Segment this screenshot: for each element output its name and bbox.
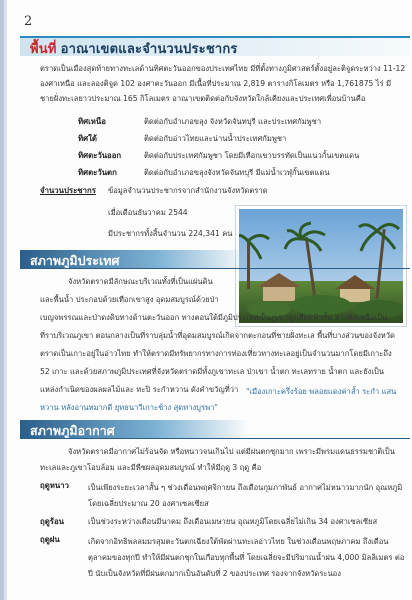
terrain-line-1: จังหวัดตราดมีลักษณะบริเวณทั้งที่เป็นแผ่นดิน (68, 277, 213, 286)
section-title-accent: พื้นที่ (30, 42, 57, 57)
population-label: จำนวนประชากร (40, 186, 96, 195)
terrain-line-4: ที่ราบริเวณภูเขา ตอนกลางเป็นที่ราบลุ่มน้ำที่อุดมสมบูรณ์เกิดจากตะกอนที่ชายฝั่งทะเล พื้นที่บางส่วนของจังหวัด (40, 331, 395, 340)
page-number: 2 (24, 14, 33, 29)
season-text-winter: เป็นเพียงระยะเวลาสั้น ๆ ช่วงเดือนพฤศจิกายน ถึงเดือนกุมภาพันธ์ อากาศไม่หนาวมากนัก อุณหภูมิโดยเฉลี่ยประมาณ 20 องศาเซลเซียส (88, 483, 403, 508)
border-text-north: ติดต่อกับอำเภอขลุง จังหวัดจันทบุรี และประเทศกัมพูชา (144, 117, 322, 126)
border-text-west: ติดต่อกับอำเภอขลุงจังหวัดจันทบุรี มีแม่น้ำเวฬุกั้นเขตแดน (144, 168, 330, 177)
section-bar-climate (20, 420, 250, 438)
border-text-south: ติดต่อกับอ่าวไทยและน่านน้ำประเทศกัมพูชา (144, 134, 287, 143)
palm-beach-illustration (239, 209, 403, 323)
season-label-winter: ฤดูหนาว (40, 481, 70, 490)
intro-paragraph: ตราดเป็นเมืองสุดท้ายทางทะเลด้านทิศตะวันออกของประเทศไทย มีที่ตั้งทางภูมิศาสตร์ตั้งอยู่ละติจูดระหว่าง 11-12 องศาเหนือ และลองติจูด 102 องศาตะวันออก มีเนื้อที่ประมาณ 2,819 ตารางกิโลเมตร หรือ 1,761875 ไร่ มีชายฝั่งทะเลยาวประมาณ 165 กิโลเมตร อาณาเขตติดต่อกับจังหวัดใกล้เคียงและประเทศเพื่อนบ้านคือ (40, 64, 406, 103)
border-label-north: ทิศเหนือ (78, 117, 106, 126)
page-edge (4, 0, 7, 600)
terrain-line-5: ตราดเป็นเกาะอยู่ในอ่าวไทย ทำให้ตราดมีทรัพยากรทางการท่องเที่ยวทางทะเลอยู่เป็นจำนวนมากโดยมีเกาะถึง (40, 349, 392, 358)
terrain-line-2: และพื้นน้ำ ประกอบด้วยเทือกเขาสูง อุดมสมบูรณ์ด้วยป่า (40, 295, 219, 304)
season-label-rainy: ฤดูฝน (40, 535, 60, 544)
section-divider-climate (20, 438, 410, 439)
terrain-line-7: แหล่งกำเนิดของผลผลไม้และ ทะปิ ระกำหวาน ดังคำขวัญที่ว่า (40, 385, 239, 394)
island-resort-photo (236, 206, 406, 326)
section-title-text: อาณาเขตและจำนวนประชากร (60, 42, 238, 57)
border-label-west: ทิศตะวันตก (78, 168, 117, 177)
terrain-line-6: 52 เกาะ และด้วยสภาพภูมิประเทศที่จังหวัดตราดมีทั้งภูเขาทะเล ป่าเขา น้ำตก ทะเลทราย น้ำตก และยังเป็น (40, 367, 384, 376)
section-title-area-population (30, 38, 238, 59)
season-label-summer: ฤดูร้อน (40, 517, 64, 526)
section-title-terrain: สภาพภูมิประเทศ (30, 253, 120, 268)
province-motto: "เมืองเกาะครึ่งร้อย พลอยแดงค่าล้ำ ระกำ แสนหวาน หลังอานหมากดี ยุทธนาวีเกาะช้าง สุดทางบูรพา" (40, 387, 397, 412)
section-bar-terrain (20, 250, 250, 268)
population-source: ข้อมูลจำนวนประชากรจากสำนักงานจังหวัดตราด (108, 186, 268, 195)
terrain-line-3: เบญจพรรณและป่าดงดิบทางด้านตะวันออก ทางตอนใต้มีภูมิประเทศเป็นภูเขาสูงเสียดฟ้ากั้น ล่างทิศเหนือเป็น (40, 313, 388, 322)
section-divider-terrain (20, 268, 410, 269)
population-total: มีประชากรทั้งสิ้นจำนวน 224,341 คน (108, 229, 233, 238)
climate-intro: จังหวัดตราดมีอากาศไม่ร้อนจัด หรือหนาวจนเกินไป แต่มีฝนตกชุกมาก เพราะมีพรมแดนธรรมชาติเป็นทะเลและภูเขาโอบล้อม และมีพืชผลอุดมสมบูรณ์ ทำให้มีฤดู 3 ฤดู คือ (40, 447, 395, 472)
section-title-climate: สภาพภูมิอากาศ (30, 423, 115, 438)
season-text-rainy: เกิดจากอิทธิพลลมมรสุมตะวันตกเฉียงใต้พัดผ่านทะเลอ่าวไทย ในช่วงเดือนพฤษภาคม ถึงเดือนตุลาคมของทุกปี ทำให้มีฝนตกชุกในเกือบทุกพื้นที่ โดยเฉลี่ยจะมีปริมาณน้ำฝน 4,000 มิลลิเมตร ต่อปี นับเป็นจังหวัดที่มีฝนตกมากเป็นอันดับที่ 2 ของประเทศ รองจากจังหวัดระนอง (88, 537, 405, 578)
border-label-south: ทิศใต้ (78, 134, 97, 143)
season-text-summer: เป็นช่วงระหว่างเดือนมีนาคม ถึงเดือนเมษายน อุณหภูมิโดยเฉลี่ยไม่เกิน 34 องศาเซลเซียส (88, 517, 378, 526)
border-label-east: ทิศตะวันออก (78, 151, 122, 160)
border-text-east: ติดต่อกับประเทศกัมพูชา โดยมีเทือกเขาบรรทัดเป็นแนวกั้นเขตแดน (144, 151, 360, 160)
population-date: เมื่อเดือนธันวาคม 2544 (108, 208, 188, 217)
